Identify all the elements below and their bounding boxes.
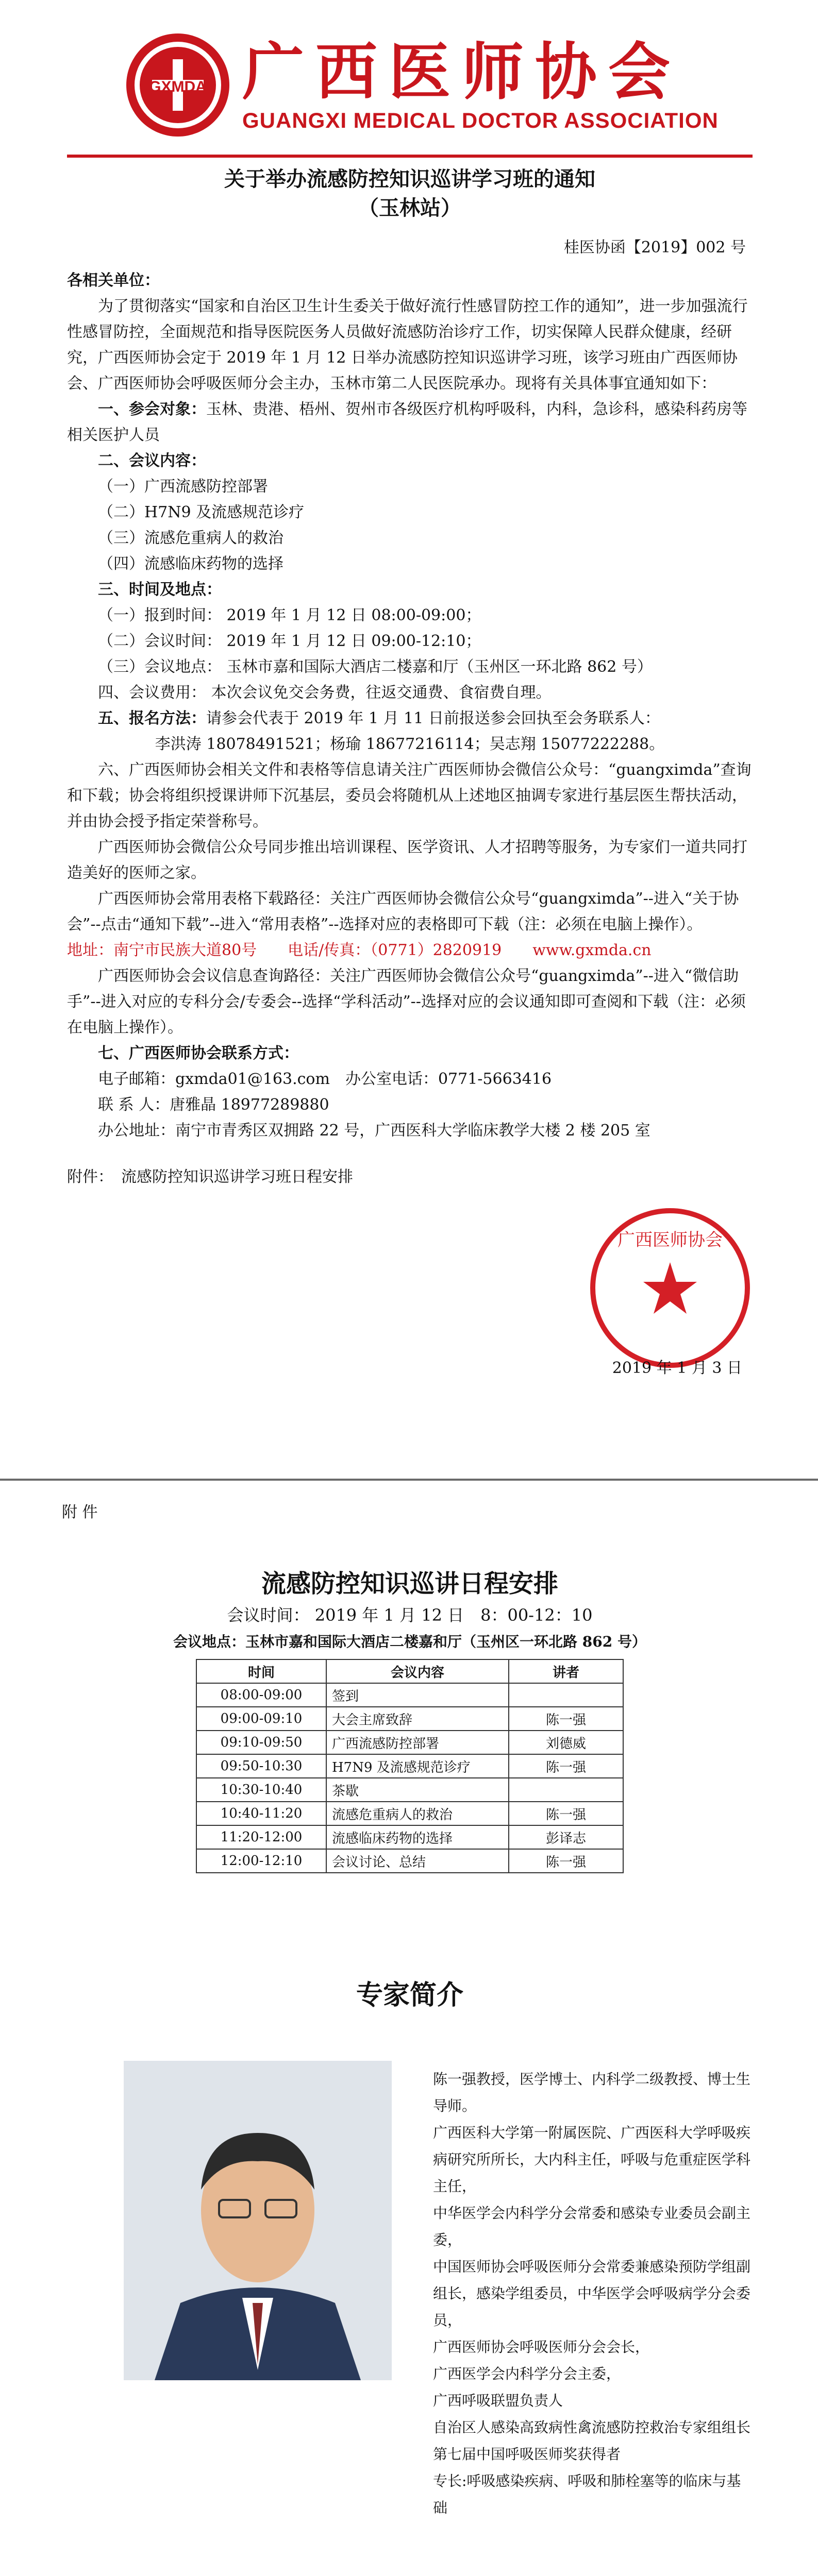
time-cell: 09:50-10:30 bbox=[196, 1754, 326, 1778]
attachment-line: 附件： 流感防控知识巡讲学习班日程安排 bbox=[67, 1168, 353, 1186]
table-row bbox=[196, 1825, 623, 1849]
time-cell: 09:00-09:10 bbox=[196, 1707, 326, 1731]
forms-download-path: 广西医师协会常用表格下载路径：关注广西医师协会微信公众号“guangximda”--进入“关于协会”--点击“通知下载”--进入“常用表格”--选择对应的表格即可下载（注：必须在电脑上操作）。 bbox=[67, 890, 739, 934]
section-attendees: 一、参会对象：玉林、贵港、梧州、贺州市各级医疗机构呼吸科，内科，急诊科，感染科药房等相关医护人员 bbox=[67, 400, 747, 444]
schedule-title: 流感防控知识巡讲日程安排 bbox=[261, 1569, 558, 1598]
column-header: 时间 bbox=[196, 1659, 326, 1683]
content-cell: 广西流感防控部署 bbox=[326, 1731, 509, 1754]
content-cell: 流感危重病人的救治 bbox=[326, 1802, 509, 1825]
topic-item: （二）H7N9 及流感规范诊疗 bbox=[98, 503, 305, 521]
association-name-cn: 广西医师协会 bbox=[242, 36, 681, 108]
portrait-icon bbox=[124, 2061, 392, 2380]
expert-photo-chen bbox=[124, 2061, 392, 2380]
table-row bbox=[196, 1849, 623, 1873]
section-contact-heading: 七、广西医师协会联系方式： bbox=[98, 1044, 299, 1062]
contact-person: 联 系 人：唐雅晶 18977289880 bbox=[98, 1096, 329, 1114]
notice-date: 2019 年 1 月 3 日 bbox=[612, 1359, 742, 1377]
document-number: 桂医协函【2019】002 号 bbox=[563, 239, 746, 257]
contact-email: 电子邮箱：gxmda01@163.com 办公室电话：0771-5663416 bbox=[98, 1070, 552, 1088]
time-cell: 10:30-10:40 bbox=[196, 1778, 326, 1802]
topic-item: （一）广西流感防控部署 bbox=[98, 478, 268, 496]
schedule-table bbox=[196, 1659, 624, 1873]
experts-title: 专家简介 bbox=[356, 1979, 463, 2011]
association-address-line: 地址：南宁市民族大道80号 电话/传真：（0771）2820919 www.gxmda.cn bbox=[67, 941, 652, 959]
association-logo-icon bbox=[124, 31, 232, 139]
time-line: （三）会议地点： 玉林市嘉和国际大酒店二楼嘉和厅（玉州区一环北路 862 号） bbox=[98, 658, 653, 676]
appendix-label: 附 件 bbox=[62, 1503, 98, 1521]
section-wechat: 六、广西医师协会相关文件和表格等信息请关注广西医师协会微信公众号：“guangximda”查询和下载；协会将组织授课讲师下沉基层，委员会将随机从上述地区抽调专家进行基层医生帮扶活动，并由协会授予指定荣誉称号。 bbox=[67, 761, 752, 831]
speaker-cell: 刘德威 bbox=[509, 1731, 623, 1754]
section-time-heading: 三、时间及地点： bbox=[98, 581, 222, 599]
section-registration: 五、报名方法：请参会代表于 2019 年 1 月 11 日前报送参会回执至会务联系人： bbox=[98, 709, 660, 727]
table-row bbox=[196, 1683, 623, 1707]
svg-text:GXMDA: GXMDA bbox=[149, 78, 207, 95]
meeting-query-path: 广西医师协会会议信息查询路径：关注广西医师协会微信公众号“guangximda”--进入“微信助手”--进入对应的专科分会/专委会--选择“学科活动”--选择对应的会议通知即可查阅和下载（注：必须在电脑上操作）。 bbox=[67, 967, 746, 1037]
signature-block bbox=[67, 1200, 753, 1377]
topic-item: （四）流感临床药物的选择 bbox=[98, 555, 283, 573]
office-address: 办公地址：南宁市青秀区双拥路 22 号，广西医科大学临床教学大楼 2 楼 205 室 bbox=[98, 1122, 650, 1140]
association-name-en: GUANGXI MEDICAL DOCTOR ASSOCIATION bbox=[242, 108, 719, 132]
content-cell: 大会主席致辞 bbox=[326, 1707, 509, 1731]
speaker-cell bbox=[509, 1778, 623, 1802]
notice-body bbox=[67, 268, 753, 1190]
time-cell: 09:10-09:50 bbox=[196, 1731, 326, 1754]
speaker-cell: 彭译志 bbox=[509, 1825, 623, 1849]
table-row bbox=[196, 1802, 623, 1825]
intro-paragraph: 为了贯彻落实“国家和自治区卫生计生委关于做好流行性感冒防控工作的通知”，进一步加强流行性感冒防控，全面规范和指导医院医务人员做好流感防治诊疗工作，切实保障人民群众健康，经研究，广西医师协会定于 2019 年 1 月 12 日举办流感防控知识巡讲学习班，该学习班由广西医师协会、广西医师协会呼吸医师分会主办，玉林市第二人民医院承办。现将有关具体事宜通知如下： bbox=[67, 297, 748, 393]
expert-bio-chen: 陈一强教授，医学博士、内科学二级教授、博士生导师。 广西医科大学第一附属医院、广西医科大学呼吸疾病研究所所长，大内科主任，呼吸与危重症医学科主任， 中华医学会内科学分会常委和感染专业委员会副主委， 中国医师协会呼吸医师分会常委兼感染预防学组副组长，感染学组委员，中华医学会呼吸病学分会委员， 广西医师协会呼吸医师分会会长， 广西医学会内科学分会主委， 广西呼吸联盟负责人 自治区人感染高致病性禽流感防控救治专家组组长 第七届中国呼吸医师奖获得者 专长:呼吸感染疾病、呼吸和肺栓塞等的临床与基础 bbox=[433, 2071, 751, 2516]
column-header: 讲者 bbox=[509, 1659, 623, 1683]
time-line: （二）会议时间： 2019 年 1 月 12 日 09:00-12:10； bbox=[98, 632, 481, 650]
speaker-cell: 陈一强 bbox=[509, 1802, 623, 1825]
time-line: （一）报到时间： 2019 年 1 月 12 日 08:00-09:00； bbox=[98, 606, 481, 624]
wechat-services: 广西医师协会微信公众号同步推出培训课程、医学资讯、人才招聘等服务，为专家们一道共同打造美好的医师之家。 bbox=[67, 838, 747, 882]
letterhead bbox=[0, 0, 818, 155]
time-cell: 08:00-09:00 bbox=[196, 1683, 326, 1707]
svg-text:广西医师协会: 广西医师协会 bbox=[617, 1230, 723, 1250]
header-divider bbox=[67, 155, 753, 158]
section-content-heading: 二、会议内容： bbox=[98, 452, 206, 470]
registration-contacts: 李洪涛 18078491521；杨瑜 18677216114；吴志翔 15077222288。 bbox=[155, 735, 665, 753]
schedule-venue: 会议地点：玉林市嘉和国际大酒店二楼嘉和厅（玉州区一环北路 862 号） bbox=[173, 1633, 646, 1650]
speaker-cell: 陈一强 bbox=[509, 1849, 623, 1873]
content-cell: 流感临床药物的选择 bbox=[326, 1825, 509, 1849]
time-cell: 10:40-11:20 bbox=[196, 1802, 326, 1825]
content-cell: 茶歇 bbox=[326, 1778, 509, 1802]
column-header: 会议内容 bbox=[326, 1659, 509, 1683]
time-cell: 12:00-12:10 bbox=[196, 1849, 326, 1873]
appendix-divider bbox=[0, 1479, 818, 1481]
table-row bbox=[196, 1731, 623, 1754]
schedule-time: 会议时间： 2019 年 1 月 12 日 8：00-12：10 bbox=[227, 1605, 593, 1625]
speaker-cell bbox=[509, 1683, 623, 1707]
topic-item: （三）流感危重病人的救治 bbox=[98, 529, 283, 547]
table-row bbox=[196, 1707, 623, 1731]
speaker-cell: 陈一强 bbox=[509, 1707, 623, 1731]
table-header-row bbox=[196, 1659, 623, 1683]
content-cell: 签到 bbox=[326, 1683, 509, 1707]
notice-title: 关于举办流感防控知识巡讲学习班的通知 （玉林站） bbox=[224, 167, 595, 220]
speaker-cell: 陈一强 bbox=[509, 1754, 623, 1778]
table-row bbox=[196, 1754, 623, 1778]
fee-line: 四、会议费用： 本次会议免交会务费，往返交通费、食宿费自理。 bbox=[98, 684, 552, 702]
content-cell: 会议讨论、总结 bbox=[326, 1849, 509, 1873]
table-row bbox=[196, 1778, 623, 1802]
association-seal-icon bbox=[582, 1200, 758, 1376]
time-cell: 11:20-12:00 bbox=[196, 1825, 326, 1849]
content-cell: H7N9 及流感规范诊疗 bbox=[326, 1754, 509, 1778]
greeting: 各相关单位： bbox=[67, 272, 160, 290]
